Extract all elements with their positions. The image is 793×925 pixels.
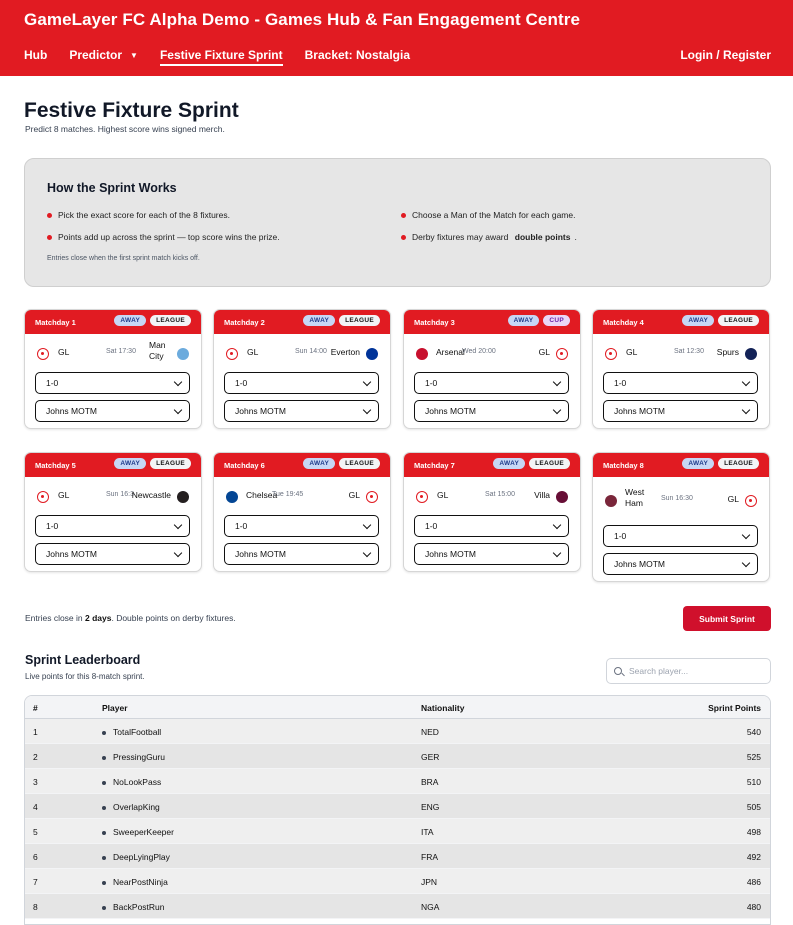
home-team: GL xyxy=(437,490,449,500)
table-row[interactable] xyxy=(25,719,770,744)
kickoff-time: Sat 12:30 xyxy=(674,348,704,355)
page-title: Festive Fixture Sprint xyxy=(24,99,239,122)
kickoff-time: Sun 16:3 xyxy=(106,491,135,498)
nationality-cell: NGA xyxy=(421,902,440,912)
rule-text: Pick the exact score for each of the 8 fixtures. xyxy=(58,210,230,220)
col-player: Player xyxy=(102,703,128,713)
table-row[interactable] xyxy=(25,844,770,869)
player-cell xyxy=(102,752,165,762)
home-team: GL xyxy=(247,347,259,357)
bullet-icon xyxy=(102,831,106,835)
table-row[interactable] xyxy=(25,794,770,819)
nav-predictor-label: Predictor xyxy=(69,48,123,62)
card-header xyxy=(593,453,769,477)
away-badge: AWAY xyxy=(493,458,525,469)
kickoff-time: Sun 14:00 xyxy=(295,348,327,355)
cup-badge: CUP xyxy=(543,315,570,326)
fixture-card xyxy=(592,452,770,582)
card-header xyxy=(404,310,580,334)
player-name: BackPostRun xyxy=(113,902,165,912)
home-team: GL xyxy=(626,347,638,357)
motm-select[interactable]: Johns MOTM xyxy=(414,543,569,565)
player-name: SweeperKeeper xyxy=(113,827,174,837)
rule-text: Choose a Man of the Match for each game. xyxy=(412,210,576,220)
home-team: West Ham xyxy=(625,487,645,508)
matchday-label: Matchday 6 xyxy=(224,461,265,470)
motm-select[interactable]: Johns MOTM xyxy=(35,543,190,565)
league-badge: LEAGUE xyxy=(718,315,759,326)
home-team: Chelsea xyxy=(246,490,278,500)
gl-crest-icon xyxy=(605,348,617,360)
table-row[interactable] xyxy=(25,819,770,844)
fixture-card xyxy=(592,309,770,429)
matchday-label: Matchday 4 xyxy=(603,318,644,327)
fixture-card xyxy=(24,452,202,572)
fixture-row xyxy=(214,334,390,370)
card-header xyxy=(25,310,201,334)
motm-select[interactable]: Johns MOTM xyxy=(35,400,190,422)
away-badge: AWAY xyxy=(114,458,146,469)
card-header xyxy=(593,310,769,334)
home-team: GL xyxy=(58,347,70,357)
away-badge: AWAY xyxy=(114,315,146,326)
player-cell xyxy=(102,852,170,862)
nationality-cell: GER xyxy=(421,752,440,762)
nav-predictor[interactable] xyxy=(69,48,138,66)
leaderboard-table xyxy=(24,695,771,925)
player-cell xyxy=(102,827,174,837)
kickoff-time: Sun 16:30 xyxy=(661,495,693,502)
motm-select[interactable]: Johns MOTM xyxy=(224,543,379,565)
table-row[interactable] xyxy=(25,869,770,894)
player-cell xyxy=(102,902,165,912)
rule-item xyxy=(47,232,280,242)
fixture-row xyxy=(593,477,769,523)
nav-hub[interactable]: Hub xyxy=(24,48,48,62)
gl-crest-icon xyxy=(556,348,568,360)
rank-cell: 1 xyxy=(33,727,38,737)
fixture-row xyxy=(214,477,390,513)
fixture-card xyxy=(213,309,391,429)
bullet-icon xyxy=(102,856,106,860)
score-select[interactable]: 1-0 xyxy=(224,372,379,394)
table-row[interactable] xyxy=(25,744,770,769)
rule-period: . xyxy=(574,232,577,242)
player-name: PressingGuru xyxy=(113,752,165,762)
chevron-down-icon: ▼ xyxy=(130,51,138,61)
home-team: Arsenal xyxy=(436,347,465,357)
player-name: NearPostNinja xyxy=(113,877,168,887)
score-select[interactable]: 1-0 xyxy=(35,372,190,394)
player-cell xyxy=(102,877,168,887)
gl-crest-icon xyxy=(416,491,428,503)
rank-cell: 6 xyxy=(33,852,38,862)
player-name: NoLookPass xyxy=(113,777,162,787)
player-cell xyxy=(102,802,160,812)
bullet-icon xyxy=(401,213,406,218)
col-rank: # xyxy=(33,703,38,713)
motm-select[interactable]: Johns MOTM xyxy=(224,400,379,422)
entries-close-text xyxy=(25,613,236,623)
player-cell xyxy=(102,727,161,737)
bullet-icon xyxy=(401,235,406,240)
leaderboard-subtitle: Live points for this 8-match sprint. xyxy=(25,672,145,681)
bullet-icon xyxy=(102,731,106,735)
points-cell: 525 xyxy=(746,752,761,762)
away-team: Spurs xyxy=(716,347,739,357)
fixture-card xyxy=(403,452,581,572)
entries-days: 2 days xyxy=(85,613,112,623)
kickoff-time: Wed 20:00 xyxy=(462,348,496,355)
away-badge: AWAY xyxy=(303,458,335,469)
entries-post: . Double points on derby fixtures. xyxy=(111,613,236,623)
away-team: GL xyxy=(538,347,550,357)
rule-item xyxy=(47,210,230,220)
site-title: GameLayer FC Alpha Demo - Games Hub & Fan Engagement Centre xyxy=(24,10,581,29)
gl-crest-icon xyxy=(226,348,238,360)
login-register-link[interactable]: Login / Register xyxy=(680,48,771,62)
fixture-tags xyxy=(303,315,380,326)
site-header xyxy=(0,0,793,76)
card-header xyxy=(25,453,201,477)
fixture-row xyxy=(593,334,769,370)
points-cell: 540 xyxy=(746,727,761,737)
rank-cell: 4 xyxy=(33,802,38,812)
search-player-input[interactable] xyxy=(606,658,771,684)
away-crest-icon xyxy=(177,491,189,503)
nationality-cell: JPN xyxy=(421,877,438,887)
card-header xyxy=(214,453,390,477)
fixture-tags xyxy=(303,458,380,469)
away-team: GL xyxy=(727,494,739,504)
fixture-row xyxy=(404,334,580,370)
rule-text: Derby fixtures may award xyxy=(412,232,509,242)
table-row[interactable] xyxy=(25,769,770,794)
matchday-label: Matchday 2 xyxy=(224,318,265,327)
away-badge: AWAY xyxy=(682,458,714,469)
away-crest-icon xyxy=(556,491,568,503)
away-badge: AWAY xyxy=(682,315,714,326)
player-name: TotalFootball xyxy=(113,727,162,737)
nationality-cell: FRA xyxy=(421,852,438,862)
away-team: Man City xyxy=(149,340,166,361)
score-select[interactable]: 1-0 xyxy=(414,515,569,537)
nationality-cell: ENG xyxy=(421,802,440,812)
kickoff-time: Sat 17:30 xyxy=(106,348,136,355)
rule-text: Points add up across the sprint — top score wins the prize. xyxy=(58,232,280,242)
bullet-icon xyxy=(102,806,106,810)
bullet-icon xyxy=(102,881,106,885)
matchday-label: Matchday 3 xyxy=(414,318,455,327)
table-row[interactable] xyxy=(25,894,770,919)
double-points-text: double points xyxy=(514,232,571,242)
fixture-tags xyxy=(493,458,570,469)
bullet-icon xyxy=(47,213,52,218)
away-team: Everton xyxy=(330,347,360,357)
home-crest-icon xyxy=(226,491,238,503)
col-nationality: Nationality xyxy=(421,703,465,713)
search-placeholder: Search player... xyxy=(629,666,689,676)
matchday-label: Matchday 7 xyxy=(414,461,455,470)
fixture-card xyxy=(24,309,202,429)
nationality-cell: BRA xyxy=(421,777,439,787)
entries-pre: Entries close in xyxy=(25,613,85,623)
player-name: OverlapKing xyxy=(113,802,160,812)
col-sprint-points: Sprint Points xyxy=(708,703,761,713)
fixture-tags xyxy=(508,315,570,326)
away-crest-icon xyxy=(177,348,189,360)
card-header xyxy=(214,310,390,334)
nav-bracket-nostalgia[interactable]: Bracket: Nostalgia xyxy=(304,48,411,62)
nationality-cell: NED xyxy=(421,727,439,737)
home-team: GL xyxy=(58,490,70,500)
table-header xyxy=(25,696,770,719)
fixture-row xyxy=(25,477,201,513)
league-badge: LEAGUE xyxy=(150,315,191,326)
how-it-works-panel xyxy=(24,158,771,287)
nationality-cell: ITA xyxy=(421,827,434,837)
rank-cell: 2 xyxy=(33,752,38,762)
league-badge: LEAGUE xyxy=(150,458,191,469)
main-nav xyxy=(24,48,432,66)
away-badge: AWAY xyxy=(508,315,540,326)
nav-festive-fixture-sprint[interactable]: Festive Fixture Sprint xyxy=(160,48,283,66)
away-team: GL xyxy=(348,490,360,500)
fixture-tags xyxy=(114,315,191,326)
matchday-label: Matchday 1 xyxy=(35,318,76,327)
score-select[interactable]: 1-0 xyxy=(35,515,190,537)
points-cell: 505 xyxy=(746,802,761,812)
player-name: DeepLyingPlay xyxy=(113,852,170,862)
gl-crest-icon xyxy=(37,491,49,503)
fixture-row xyxy=(404,477,580,513)
search-icon xyxy=(614,667,622,675)
motm-select[interactable]: Johns MOTM xyxy=(603,400,758,422)
bullet-icon xyxy=(102,781,106,785)
points-cell: 492 xyxy=(746,852,761,862)
away-crest-icon xyxy=(745,348,757,360)
leaderboard-title: Sprint Leaderboard xyxy=(25,653,141,667)
fixture-card xyxy=(213,452,391,572)
kickoff-time: Sat 15:00 xyxy=(485,491,515,498)
fixture-row xyxy=(25,334,201,370)
fixture-tags xyxy=(682,315,759,326)
points-cell: 480 xyxy=(746,902,761,912)
kickoff-time: Tue 19:45 xyxy=(272,491,304,498)
table-body xyxy=(25,719,770,919)
score-select[interactable]: 1-0 xyxy=(224,515,379,537)
points-cell: 486 xyxy=(746,877,761,887)
fixture-tags xyxy=(682,458,759,469)
bullet-icon xyxy=(47,235,52,240)
page-subtitle: Predict 8 matches. Highest score wins signed merch. xyxy=(25,124,225,134)
home-crest-icon xyxy=(605,495,617,507)
entries-note: Entries close when the first sprint match kicks off. xyxy=(47,255,200,262)
score-select[interactable]: 1-0 xyxy=(603,525,758,547)
how-it-works-title: How the Sprint Works xyxy=(47,181,177,195)
rule-item xyxy=(401,210,575,220)
score-select[interactable]: 1-0 xyxy=(603,372,758,394)
points-cell: 498 xyxy=(746,827,761,837)
card-header xyxy=(404,453,580,477)
rank-cell: 8 xyxy=(33,902,38,912)
away-team: Newcastle xyxy=(131,490,171,500)
bullet-icon xyxy=(102,906,106,910)
away-team: Villa xyxy=(534,490,550,500)
motm-select[interactable]: Johns MOTM xyxy=(414,400,569,422)
league-badge: LEAGUE xyxy=(339,458,380,469)
player-cell xyxy=(102,777,161,787)
points-cell: 510 xyxy=(746,777,761,787)
league-badge: LEAGUE xyxy=(718,458,759,469)
gl-crest-icon xyxy=(745,495,757,507)
away-crest-icon xyxy=(366,348,378,360)
matchday-label: Matchday 5 xyxy=(35,461,76,470)
motm-select[interactable]: Johns MOTM xyxy=(603,553,758,575)
gl-crest-icon xyxy=(37,348,49,360)
rule-item xyxy=(401,232,577,242)
league-badge: LEAGUE xyxy=(529,458,570,469)
rank-cell: 7 xyxy=(33,877,38,887)
gl-crest-icon xyxy=(366,491,378,503)
submit-sprint-button[interactable]: Submit Sprint xyxy=(683,606,771,631)
score-select[interactable]: 1-0 xyxy=(414,372,569,394)
matchday-label: Matchday 8 xyxy=(603,461,644,470)
rank-cell: 5 xyxy=(33,827,38,837)
rank-cell: 3 xyxy=(33,777,38,787)
fixture-card xyxy=(403,309,581,429)
away-badge: AWAY xyxy=(303,315,335,326)
home-crest-icon xyxy=(416,348,428,360)
league-badge: LEAGUE xyxy=(339,315,380,326)
fixture-tags xyxy=(114,458,191,469)
bullet-icon xyxy=(102,756,106,760)
